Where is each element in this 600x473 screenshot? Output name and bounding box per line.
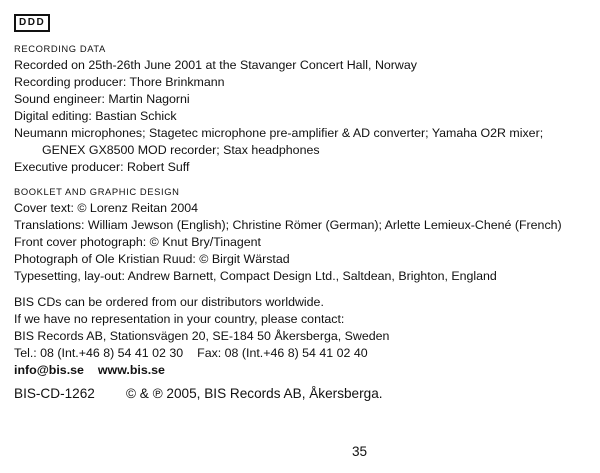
translations-line: Translations: William Jewson (English); Christine Römer (German); Arlette Lemieux-Chené (French) [14,218,562,232]
telephone: Tel.: 08 (Int.+46 8) 54 41 02 30 [14,346,184,360]
equipment-line: Neumann microphones; Stagetec microphone pre-amplifier & AD converter; Yamaha O2R mixer; [14,126,544,140]
front-cover-photo-line: Front cover photograph: © Knut Bry/Tinagent [14,235,261,249]
ddd-badge: DDD [14,14,50,32]
page-number: 35 [352,444,368,459]
booklet-design-heading: BOOKLET AND GRAPHIC DESIGN [14,186,180,197]
executive-producer-line: Executive producer: Robert Suff [14,160,190,174]
contact-section [14,294,389,379]
portrait-photo-line: Photograph of Ole Kristian Ruud: © Birgit Wärstad [14,252,290,266]
website-link[interactable]: www.bis.se [97,363,165,377]
fax: Fax: 08 (Int.+46 8) 54 41 02 40 [197,346,368,360]
catalog-copyright-line [14,386,383,401]
copyright-notice: © & ℗ 2005, BIS Records AB, Åkersberga. [126,386,383,401]
email-web-line [14,362,389,379]
email-link[interactable]: info@bis.se [14,363,84,377]
phone-fax-line [14,345,389,362]
typesetting-line: Typesetting, lay-out: Andrew Barnett, Compact Design Ltd., Saltdean, Brighton, England [14,269,497,283]
sound-engineer-line: Sound engineer: Martin Nagorni [14,92,190,106]
catalog-number: BIS-CD-1262 [14,386,95,401]
recording-producer-line: Recording producer: Thore Brinkmann [14,75,225,89]
recording-data-heading: RECORDING DATA [14,43,106,54]
representation-line: If we have no representation in your country, please contact: [14,312,345,326]
booklet-design-section [14,183,562,285]
recording-data-section [14,40,543,176]
ordering-line: BIS CDs can be ordered from our distributors worldwide. [14,295,324,309]
cover-text-line: Cover text: © Lorenz Reitan 2004 [14,201,199,215]
equipment-line-continued: GENEX GX8500 MOD recorder; Stax headphones [42,143,320,157]
digital-editing-line: Digital editing: Bastian Schick [14,109,177,123]
address-line: BIS Records AB, Stationsvägen 20, SE-184 50 Åkersberga, Sweden [14,329,390,343]
recording-line: Recorded on 25th-26th June 2001 at the Stavanger Concert Hall, Norway [14,58,417,72]
